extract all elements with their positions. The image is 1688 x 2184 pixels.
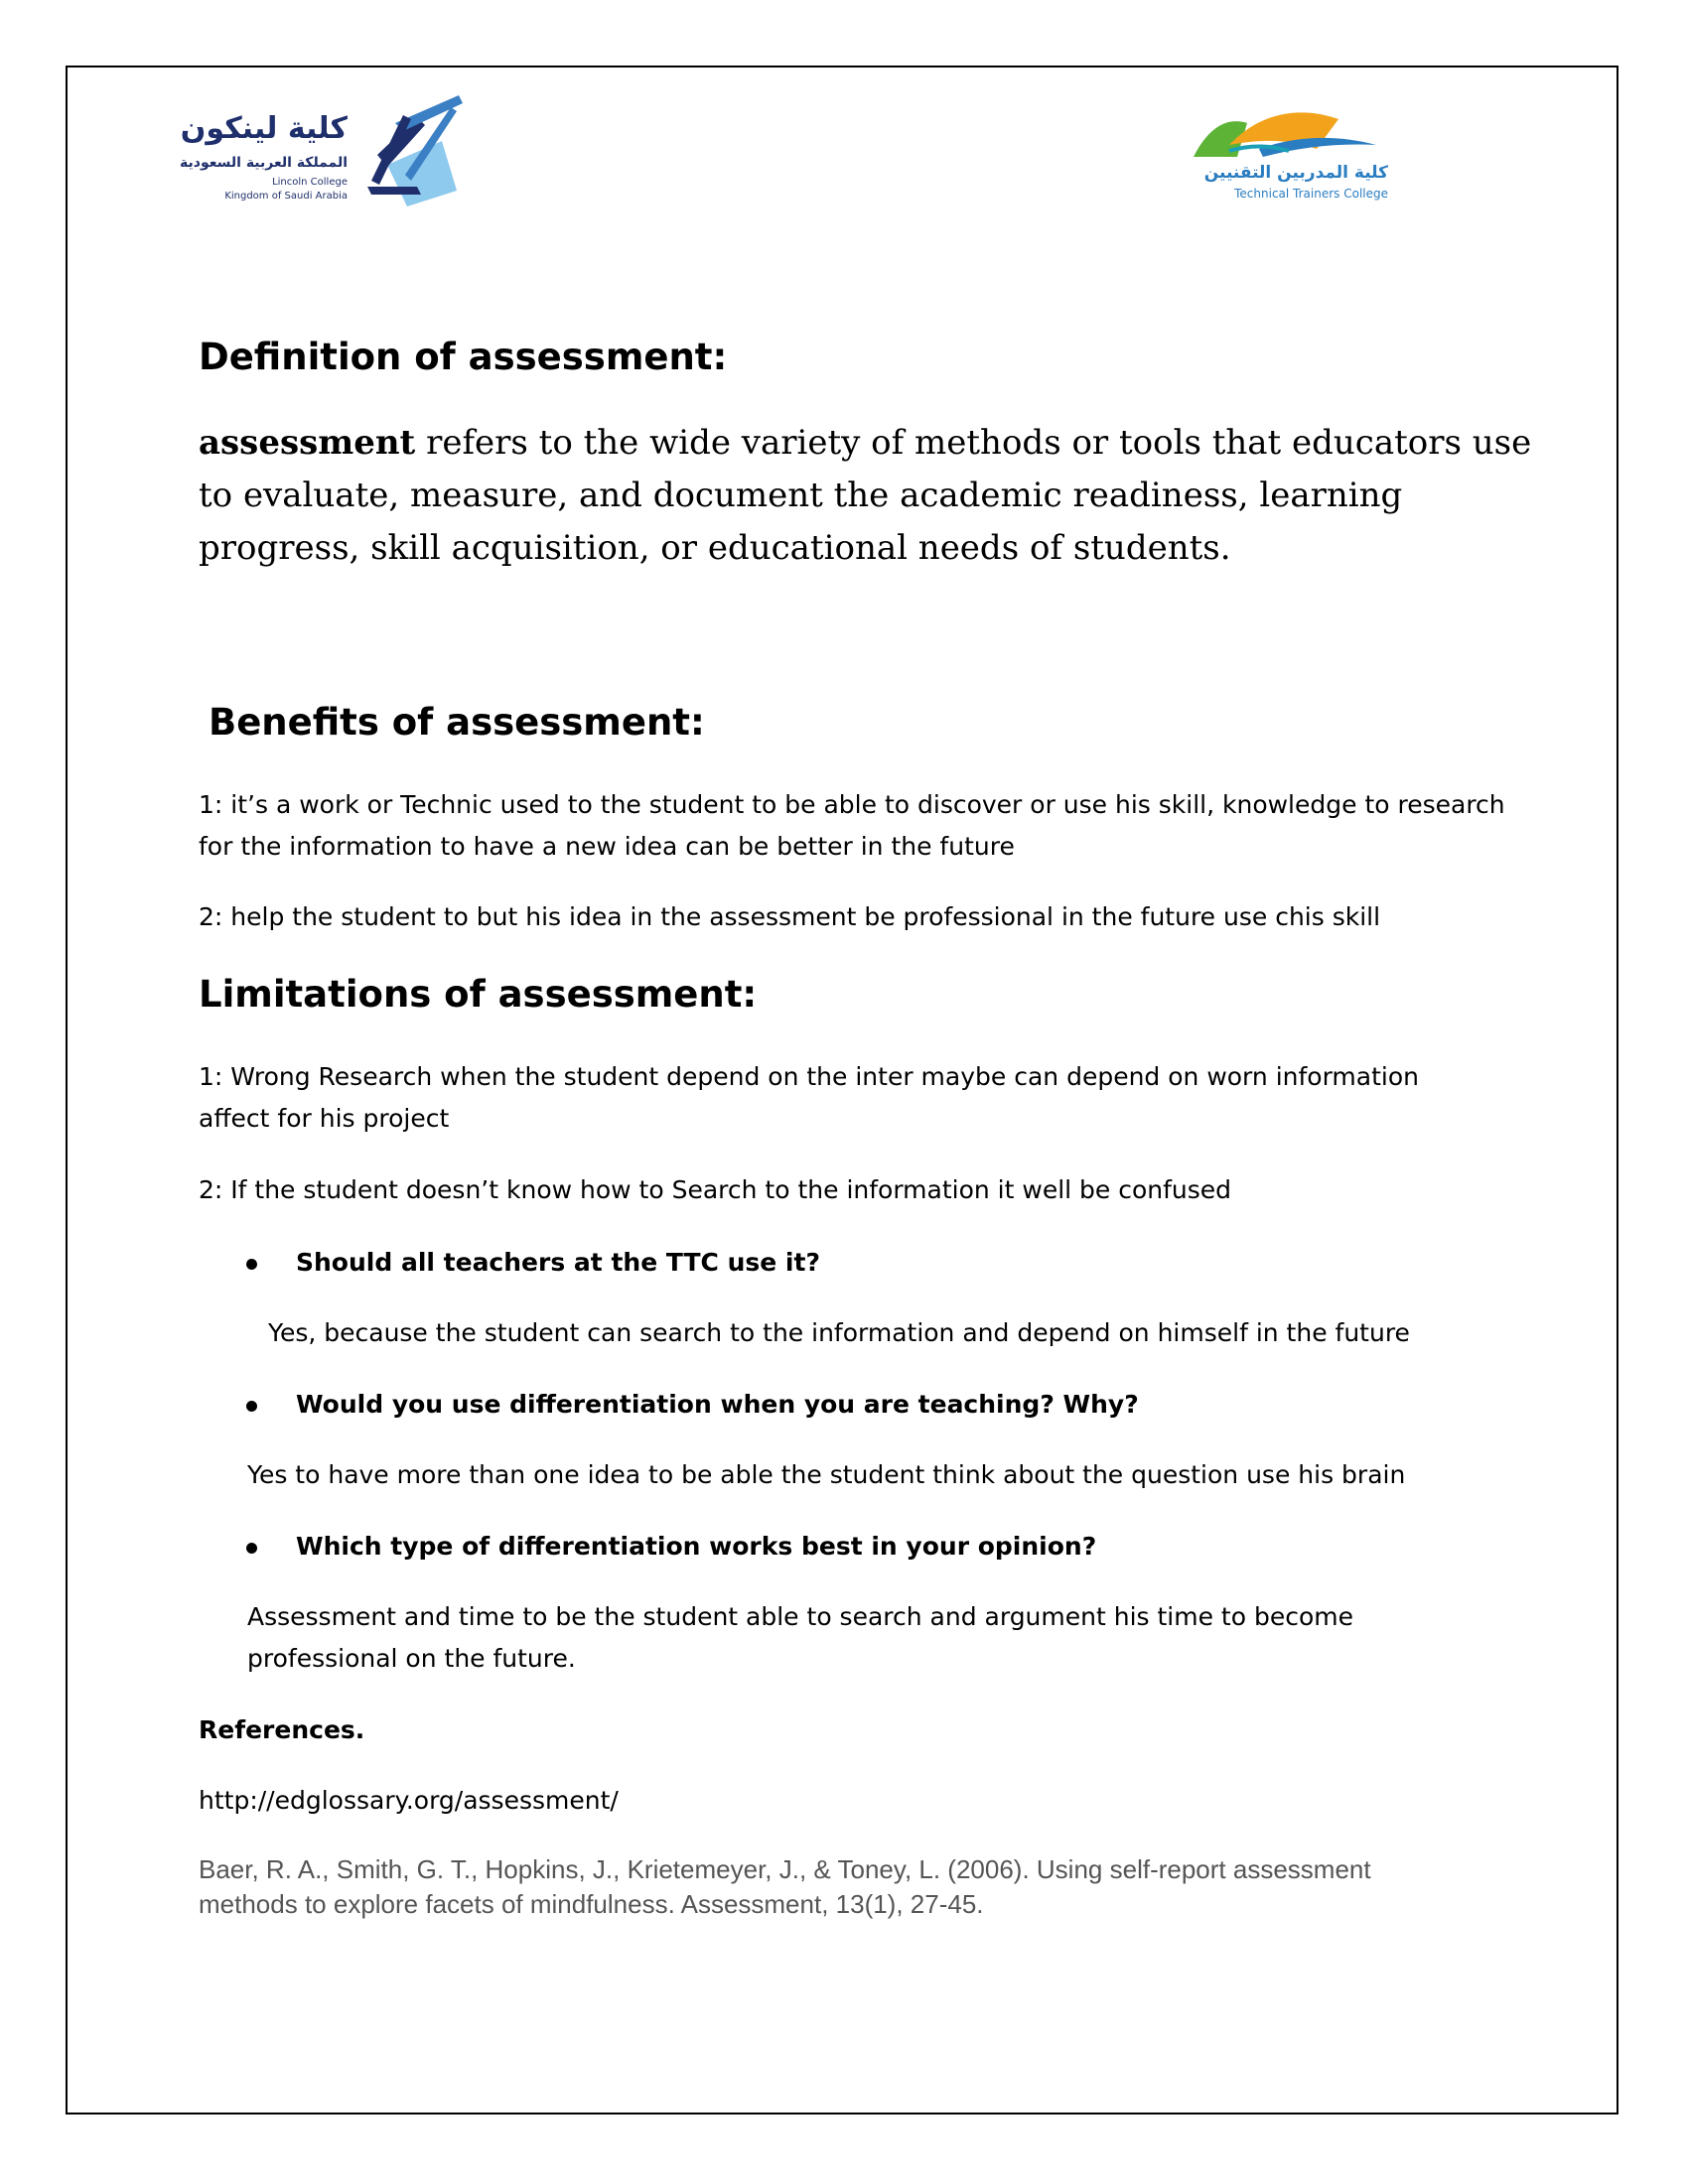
lincoln-college-logo — [180, 95, 467, 212]
limitations-item-1-line-1: 1: Wrong Research when the student depend on the inter maybe can depend on worn information — [199, 1062, 1419, 1091]
benefits-heading: Benefits of assessment: — [209, 701, 705, 744]
limitations-item-1-line-2: affect for his project — [199, 1104, 450, 1133]
logo-right-name-ar: كلية المدربين التقنيين — [1203, 163, 1388, 183]
bullet-icon — [246, 1543, 257, 1554]
definition-paragraph — [199, 417, 1532, 575]
definition-line-1 — [199, 417, 1532, 470]
benefits-item-2: 2: help the student to but his idea in the assessment be professional in the future use chis skill — [199, 902, 1381, 931]
answer-3 — [247, 1596, 1353, 1680]
logo-left-line1-en: Lincoln College — [272, 177, 348, 188]
reference-citation — [199, 1852, 1371, 1922]
benefits-item-1-line-2: for the information to have a new idea can be better in the future — [199, 832, 1015, 861]
definition-term: assessment — [199, 423, 416, 463]
logo-left-subtitle-ar: المملكة العربية السعودية — [180, 155, 348, 171]
question-1: Should all teachers at the TTC use it? — [296, 1248, 820, 1277]
answer-3-line-1: Assessment and time to be the student able to search and argument his time to become — [247, 1602, 1353, 1631]
benefits-item-1 — [199, 784, 1505, 868]
technical-trainers-college-logo — [1190, 105, 1388, 205]
reference-citation-line-1: Baer, R. A., Smith, G. T., Hopkins, J., Krietemeyer, J., & Toney, L. (2006). Using self-report assessment — [199, 1854, 1371, 1884]
question-2: Would you use differentiation when you are teaching? Why? — [296, 1390, 1139, 1419]
bullet-icon — [246, 1401, 257, 1412]
answer-3-line-2: professional on the future. — [247, 1644, 576, 1673]
limitations-heading: Limitations of assessment: — [199, 973, 758, 1016]
definition-line-1-text: refers to the wide variety of methods or tools that educators use — [426, 423, 1532, 463]
references-heading: References. — [199, 1715, 365, 1744]
answer-1: Yes, because the student can search to the information and depend on himself in the future — [268, 1318, 1410, 1347]
definition-heading: Definition of assessment: — [199, 336, 728, 378]
limitations-item-2: 2: If the student doesn’t know how to Search to the information it well be confused — [199, 1175, 1232, 1204]
question-3: Which type of differentiation works best in your opinion? — [296, 1532, 1097, 1561]
definition-line-3: progress, skill acquisition, or educational needs of students. — [199, 528, 1231, 568]
answer-2: Yes to have more than one idea to be able the student think about the question use his brain — [247, 1460, 1406, 1489]
logo-right-name-en: Technical Trainers College — [1234, 187, 1388, 201]
ttc-emblem-icon — [1190, 105, 1388, 161]
benefits-item-1-line-1: 1: it’s a work or Technic used to the student to be able to discover or use his skill, knowledge to research — [199, 790, 1505, 819]
logo-left-line2-en: Kingdom of Saudi Arabia — [224, 191, 348, 202]
reference-citation-line-2: methods to explore facets of mindfulness. Assessment, 13(1), 27-45. — [199, 1889, 984, 1919]
bullet-icon — [246, 1259, 257, 1270]
limitations-item-1 — [199, 1056, 1419, 1140]
lincoln-emblem-icon — [348, 95, 469, 212]
reference-url-link[interactable]: http://edglossary.org/assessment/ — [199, 1786, 619, 1815]
logo-left-name-ar: كلية لينكون — [180, 111, 348, 146]
definition-line-2: to evaluate, measure, and document the academic readiness, learning — [199, 476, 1403, 515]
